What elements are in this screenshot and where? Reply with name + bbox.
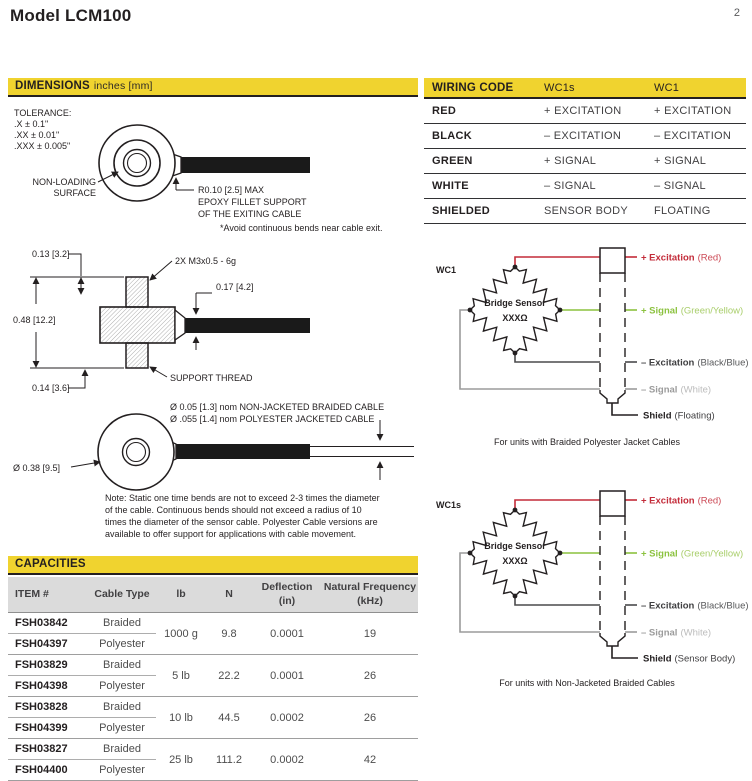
wire-function-cell: + EXCITATION — [536, 98, 646, 124]
wiring-row — [424, 174, 746, 199]
wire-label-shield: Shield (Sensor Body) — [643, 653, 736, 665]
wire-function-cell: FLOATING — [646, 199, 746, 224]
tolerance-line: .XX ± 0.01" — [14, 130, 60, 140]
side-view-drawing — [8, 240, 418, 398]
sensor-body — [100, 307, 175, 343]
wiring-header-wc1s: WC1s — [536, 78, 646, 98]
item-cell: FSH03828 — [8, 697, 88, 718]
cable — [176, 444, 310, 459]
bridge-sensor-label: Bridge Sensor — [484, 298, 546, 308]
cable-note-line: times the diameter of the sensor cable. Polyester Cable versions are — [105, 517, 378, 527]
dimensions-header-label: DIMENSIONS — [15, 80, 90, 92]
wire-label-signal-neg: – Signal (White) — [641, 384, 712, 396]
table-row — [8, 697, 418, 718]
item-cell: FSH04397 — [8, 634, 88, 655]
non-loading-surface-label: SURFACE — [53, 188, 96, 198]
wire-label-excitation-pos: + Excitation (Red) — [641, 252, 722, 264]
table-row — [8, 739, 418, 760]
support-thread-label: SUPPORT THREAD — [170, 373, 253, 383]
deflection-cell: 0.0002 — [252, 697, 322, 739]
capacity-lb-cell: 10 lb — [156, 697, 206, 739]
capacity-n-cell: 9.8 — [206, 613, 252, 655]
sensor-body-outline — [98, 414, 174, 490]
cable-type-cell: Braided — [88, 655, 156, 676]
capacity-lb-cell: 5 lb — [156, 655, 206, 697]
column-header-item: ITEM # — [8, 577, 88, 613]
diagram-caption: For units with Non-Jacketed Braided Cables — [499, 678, 675, 688]
capacities-header — [8, 556, 418, 575]
leader-line — [68, 387, 85, 388]
thread-spec-label: 2X M3x0.5 - 6g — [175, 256, 237, 266]
column-header-lb: lb — [156, 577, 206, 613]
wire-label-excitation-pos: + Excitation (Red) — [641, 495, 722, 507]
frequency-cell: 19 — [322, 613, 418, 655]
dim-cable-label: 0.17 [4.2] — [216, 282, 254, 292]
dim-stud-bottom-label: 0.14 [3.6] — [32, 383, 70, 393]
item-cell: FSH04400 — [8, 760, 88, 781]
cable-type-cell: Polyester — [88, 718, 156, 739]
wire-label-excitation-neg: – Excitation (Black/Blue) — [641, 357, 749, 369]
tolerance-line: .XXX ± 0.005" — [14, 141, 71, 151]
cable-spec-label: Ø 0.05 [1.3] nom NON-JACKETED BRAIDED CABLE — [170, 402, 385, 412]
page-number: 2 — [733, 7, 740, 19]
capacity-lb-cell: 25 lb — [156, 739, 206, 781]
deflection-cell: 0.0001 — [252, 655, 322, 697]
cable-note-line: Note: Static one time bends are not to exceed 2-3 times the diameter — [105, 493, 380, 503]
wiring-header-title: WIRING CODE — [424, 78, 536, 98]
capacity-n-cell: 111.2 — [206, 739, 252, 781]
cable-neck — [175, 310, 185, 340]
capacities-header-row — [8, 577, 418, 613]
wire-label-shield: Shield (Floating) — [643, 410, 715, 422]
cable-type-cell: Braided — [88, 697, 156, 718]
wire-color-cell: RED — [424, 98, 536, 124]
wire-function-cell: – SIGNAL — [536, 174, 646, 199]
column-header-n: N — [206, 577, 252, 613]
column-header-deflection: Deflection (in) — [252, 577, 322, 613]
capacity-n-cell: 44.5 — [206, 697, 252, 739]
cable-type-cell: Braided — [88, 739, 156, 760]
cable-type-cell: Polyester — [88, 676, 156, 697]
wire-function-cell: – EXCITATION — [536, 124, 646, 149]
cable-bend-note: *Avoid continuous bends near cable exit. — [220, 223, 383, 233]
wire-color-cell: SHIELDED — [424, 199, 536, 224]
wire-function-cell: + SIGNAL — [536, 149, 646, 174]
bridge-circuit — [460, 248, 638, 415]
bridge-circuit — [460, 491, 638, 658]
wire-color-cell: WHITE — [424, 174, 536, 199]
page-title: Model LCM100 — [10, 6, 132, 25]
sensor-body-outline — [99, 125, 175, 201]
wc1s-diagram — [424, 486, 752, 699]
frequency-cell: 42 — [322, 739, 418, 781]
wiring-row — [424, 124, 746, 149]
wire-label-signal-neg: – Signal (White) — [641, 627, 712, 639]
diameter-label: Ø 0.38 [9.5] — [13, 463, 61, 473]
item-cell: FSH03829 — [8, 655, 88, 676]
cable-type-cell: Braided — [88, 613, 156, 634]
leader-line — [150, 367, 167, 377]
wire-function-cell: SENSOR BODY — [536, 199, 646, 224]
deflection-cell: 0.0001 — [252, 613, 322, 655]
diagram-caption: For units with Braided Polyester Jacket Cables — [493, 437, 681, 447]
non-loading-surface-label: NON-LOADING — [32, 177, 96, 187]
wire-function-cell: – EXCITATION — [646, 124, 746, 149]
wire-color-cell: GREEN — [424, 149, 536, 174]
tolerance-line: TOLERANCE: — [14, 108, 72, 118]
wiring-header-wc1: WC1 — [646, 78, 746, 98]
epoxy-fillet-note: OF THE EXITING CABLE — [198, 209, 302, 219]
capacity-lb-cell: 1000 g — [156, 613, 206, 655]
deflection-cell: 0.0002 — [252, 739, 322, 781]
bottom-stud — [126, 343, 148, 368]
cable-type-cell: Polyester — [88, 634, 156, 655]
wiring-row — [424, 98, 746, 124]
wire-function-cell: – SIGNAL — [646, 174, 746, 199]
wiring-code-table — [424, 78, 746, 224]
bottom-view-drawing — [8, 398, 418, 553]
top-stud — [126, 277, 148, 307]
leader-line — [150, 261, 172, 280]
cable-spec-label: Ø .055 [1.4] nom POLYESTER JACKETED CABLE — [170, 414, 375, 424]
item-cell: FSH03827 — [8, 739, 88, 760]
cable — [181, 157, 310, 173]
dimensions-header — [8, 78, 418, 97]
epoxy-fillet-note: R0.10 [2.5] MAX — [198, 185, 265, 195]
leader-line — [68, 254, 81, 276]
item-cell: FSH03842 — [8, 613, 88, 634]
wire-function-cell: + SIGNAL — [646, 149, 746, 174]
dimensions-header-units: inches [mm] — [93, 80, 153, 92]
wire-label-signal-pos: + Signal (Green/Yellow) — [641, 548, 744, 560]
wiring-row — [424, 199, 746, 224]
column-header-cable-type: Cable Type — [88, 577, 156, 613]
tolerance-line: .X ± 0.1" — [14, 119, 49, 129]
item-cell: FSH04398 — [8, 676, 88, 697]
wiring-header-row — [424, 78, 746, 98]
capacities-table — [8, 577, 418, 781]
bridge-resistance-label: XXXΩ — [502, 556, 528, 566]
epoxy-fillet-note: EPOXY FILLET SUPPORT — [198, 197, 307, 207]
capacities-header-label: CAPACITIES — [15, 558, 86, 570]
cable-note-line: available to offer support for applications with cable movement. — [105, 529, 356, 539]
frequency-cell: 26 — [322, 697, 418, 739]
diagram-title: WC1 — [436, 265, 456, 275]
diagram-title: WC1s — [436, 500, 462, 510]
wire-function-cell: + EXCITATION — [646, 98, 746, 124]
wiring-row — [424, 149, 746, 174]
item-cell: FSH04399 — [8, 718, 88, 739]
capacity-n-cell: 22.2 — [206, 655, 252, 697]
bridge-resistance-label: XXXΩ — [502, 313, 528, 323]
bridge-sensor-label: Bridge Sensor — [484, 541, 546, 551]
table-row — [8, 613, 418, 634]
wire-color-cell: BLACK — [424, 124, 536, 149]
cable — [185, 318, 310, 333]
column-header-frequency: Natural Frequency (kHz) — [322, 577, 418, 613]
top-view-drawing — [8, 104, 418, 240]
cable-note-line: of the cable. Continuous bends should not exceed a radius of 10 — [105, 505, 362, 515]
wire-label-excitation-neg: – Excitation (Black/Blue) — [641, 600, 749, 612]
frequency-cell: 26 — [322, 655, 418, 697]
leader-line — [71, 462, 100, 467]
dim-stud-top-label: 0.13 [3.2] — [32, 249, 70, 259]
wc1-diagram — [424, 243, 752, 456]
table-row — [8, 655, 418, 676]
wire-label-signal-pos: + Signal (Green/Yellow) — [641, 305, 744, 317]
dim-height-label: 0.48 [12.2] — [13, 315, 56, 325]
cable-type-cell: Polyester — [88, 760, 156, 781]
